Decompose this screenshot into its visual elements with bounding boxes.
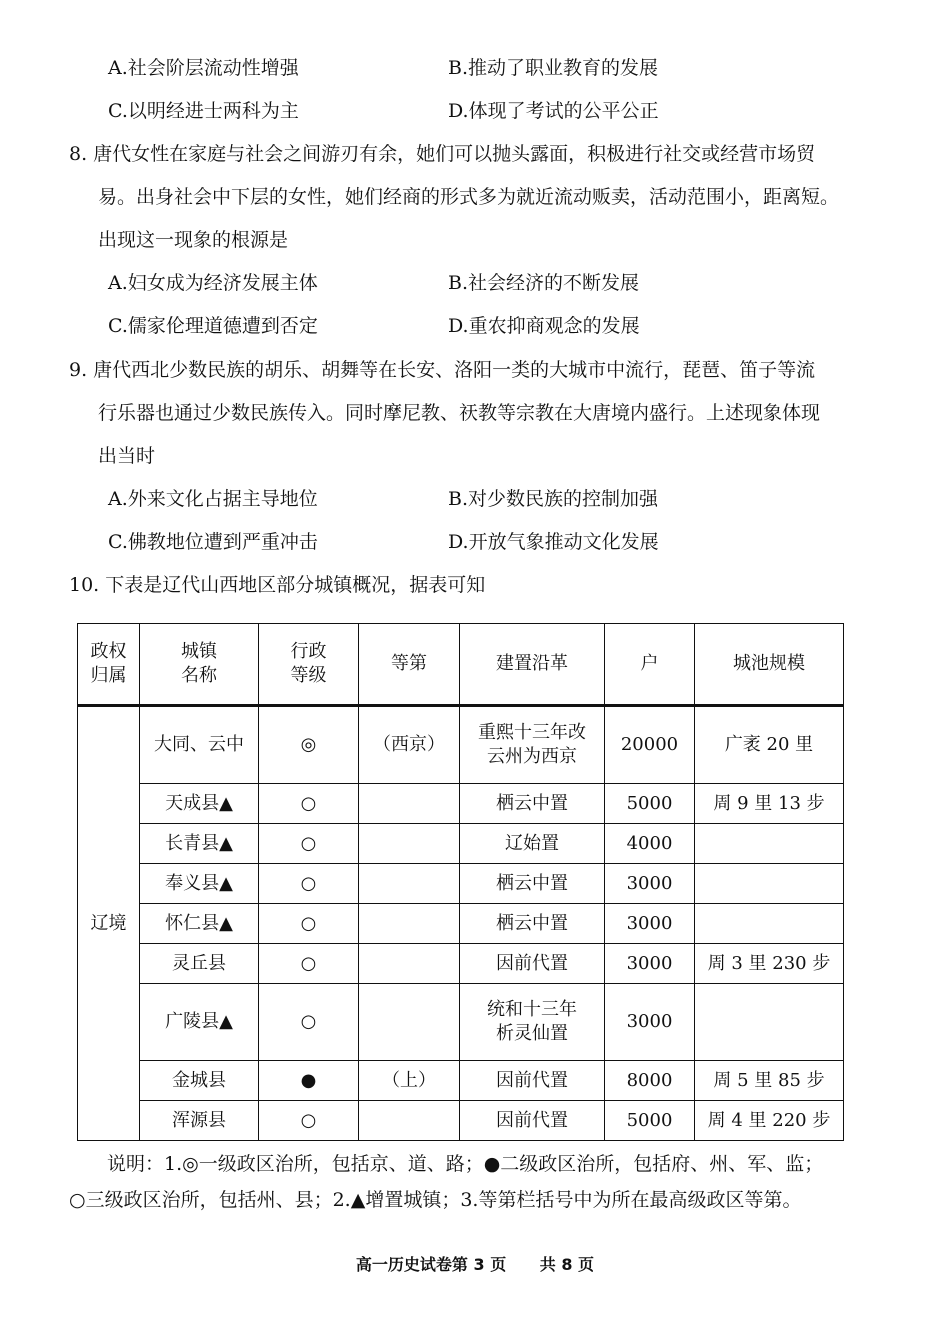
- admin-level: ○: [259, 984, 359, 1061]
- liao-towns-table: [77, 623, 844, 1141]
- table-row: [78, 784, 844, 824]
- households: 3000: [605, 984, 695, 1061]
- rank: [359, 824, 460, 864]
- q7-option-a: A.社会阶层流动性增强: [108, 57, 299, 79]
- households: 3000: [605, 944, 695, 984]
- table-row: [78, 824, 844, 864]
- admin-level: ○: [259, 944, 359, 984]
- header-admin-level: 行政 等级: [259, 624, 359, 706]
- footer-total-pages: 共 8 页: [539, 1255, 595, 1274]
- city-scale: [695, 984, 844, 1061]
- q8-option-d: D.重农抑商观念的发展: [448, 315, 640, 337]
- table-note-line-2: ○三级政区治所，包括州、县；2.▲增置城镇；3.等第栏括号中为所在最高级政区等第。: [69, 1189, 802, 1211]
- households: 3000: [605, 904, 695, 944]
- history: 因前代置: [460, 944, 605, 984]
- q7-option-b: B.推动了职业教育的发展: [448, 57, 659, 79]
- q8-option-c: C.儒家伦理道德遭到否定: [108, 315, 318, 337]
- city-scale: [695, 904, 844, 944]
- city-scale: 周 4 里 220 步: [695, 1101, 844, 1141]
- table-row: [78, 904, 844, 944]
- rank: [359, 784, 460, 824]
- q7-option-d: D.体现了考试的公平公正: [448, 100, 659, 122]
- footer-page-number: 高一历史试卷第 3 页: [355, 1255, 507, 1274]
- table-row: [78, 864, 844, 904]
- town-name: 天成县▲: [140, 784, 259, 824]
- q9-options-row-1: [108, 487, 659, 511]
- q7-options-row-2: [108, 99, 659, 123]
- rank: [359, 904, 460, 944]
- town-name: 怀仁县▲: [140, 904, 259, 944]
- rank: [359, 944, 460, 984]
- town-name: 长青县▲: [140, 824, 259, 864]
- town-name: 奉义县▲: [140, 864, 259, 904]
- admin-level: ○: [259, 904, 359, 944]
- admin-level: ○: [259, 1101, 359, 1141]
- city-scale: 周 3 里 230 步: [695, 944, 844, 984]
- q8-stem-line-2: 易。出身社会中下层的女性，她们经商的形式多为就近流动贩卖，活动范围小，距离短。: [98, 186, 840, 208]
- q9-stem-line-2: 行乐器也通过少数民族传入。同时摩尼教、祆教等宗教在大唐境内盛行。上述现象体现: [98, 402, 821, 424]
- history: 辽始置: [460, 824, 605, 864]
- regime-cell: 辽境: [78, 706, 140, 1141]
- table-row: [78, 944, 844, 984]
- q8-option-b: B.社会经济的不断发展: [448, 272, 640, 294]
- q9-stem-line-1: 9. 唐代西北少数民族的胡乐、胡舞等在长安、洛阳一类的大城市中流行，琵琶、笛子等流: [69, 359, 816, 381]
- rank: [359, 984, 460, 1061]
- history: 栖云中置: [460, 904, 605, 944]
- city-scale: [695, 864, 844, 904]
- city-scale: 周 5 里 85 步: [695, 1061, 844, 1101]
- rank: [359, 864, 460, 904]
- table-header-row: [78, 624, 844, 706]
- history: 栖云中置: [460, 864, 605, 904]
- q8-stem-line-1: 8. 唐代女性在家庭与社会之间游刃有余，她们可以抛头露面，积极进行社交或经营市场贸: [69, 143, 816, 165]
- admin-level: ◎: [259, 706, 359, 784]
- table-note-line-1: 说明：1.◎一级政区治所，包括京、道、路；●二级政区治所，包括府、州、军、监；: [107, 1153, 824, 1175]
- rank: [359, 1101, 460, 1141]
- city-scale: 广袤 20 里: [695, 706, 844, 784]
- table-row: [78, 706, 844, 784]
- households: 8000: [605, 1061, 695, 1101]
- town-name: 灵丘县: [140, 944, 259, 984]
- town-name: 大同、云中: [140, 706, 259, 784]
- rank: （西京）: [359, 706, 460, 784]
- q9-option-c: C.佛教地位遭到严重冲击: [108, 531, 318, 553]
- q9-option-b: B.对少数民族的控制加强: [448, 488, 659, 510]
- rank: （上）: [359, 1061, 460, 1101]
- admin-level: ○: [259, 784, 359, 824]
- page-footer: [0, 1252, 950, 1275]
- header-city-scale: 城池规模: [695, 624, 844, 706]
- header-town-name: 城镇 名称: [140, 624, 259, 706]
- town-name: 金城县: [140, 1061, 259, 1101]
- q8-option-a: A.妇女成为经济发展主体: [108, 272, 318, 294]
- history: 因前代置: [460, 1101, 605, 1141]
- header-households: 户: [605, 624, 695, 706]
- town-name: 浑源县: [140, 1101, 259, 1141]
- q9-options-row-2: [108, 530, 659, 554]
- admin-level: ○: [259, 824, 359, 864]
- q7-option-c: C.以明经进士两科为主: [108, 100, 299, 122]
- households: 5000: [605, 1101, 695, 1141]
- history: 栖云中置: [460, 784, 605, 824]
- households: 20000: [605, 706, 695, 784]
- city-scale: [695, 824, 844, 864]
- q8-options-row-1: [108, 271, 640, 295]
- households: 4000: [605, 824, 695, 864]
- admin-level: ○: [259, 864, 359, 904]
- q8-stem-line-3: 出现这一现象的根源是: [98, 229, 289, 251]
- households: 5000: [605, 784, 695, 824]
- header-rank: 等第: [359, 624, 460, 706]
- table-row: [78, 984, 844, 1061]
- households: 3000: [605, 864, 695, 904]
- q9-option-d: D.开放气象推动文化发展: [448, 531, 659, 553]
- q7-options-row-1: [108, 56, 659, 80]
- admin-level: ●: [259, 1061, 359, 1101]
- table-row: [78, 1101, 844, 1141]
- q9-stem-line-3: 出当时: [98, 445, 156, 467]
- history: 重熙十三年改 云州为西京: [460, 706, 605, 784]
- q10-stem: 10. 下表是辽代山西地区部分城镇概况，据表可知: [69, 574, 486, 596]
- table-row: [78, 1061, 844, 1101]
- q9-option-a: A.外来文化占据主导地位: [108, 488, 318, 510]
- header-regime: 政权 归属: [78, 624, 140, 706]
- history: 统和十三年 析灵仙置: [460, 984, 605, 1061]
- city-scale: 周 9 里 13 步: [695, 784, 844, 824]
- history: 因前代置: [460, 1061, 605, 1101]
- town-name: 广陵县▲: [140, 984, 259, 1061]
- header-history: 建置沿革: [460, 624, 605, 706]
- q8-options-row-2: [108, 314, 640, 338]
